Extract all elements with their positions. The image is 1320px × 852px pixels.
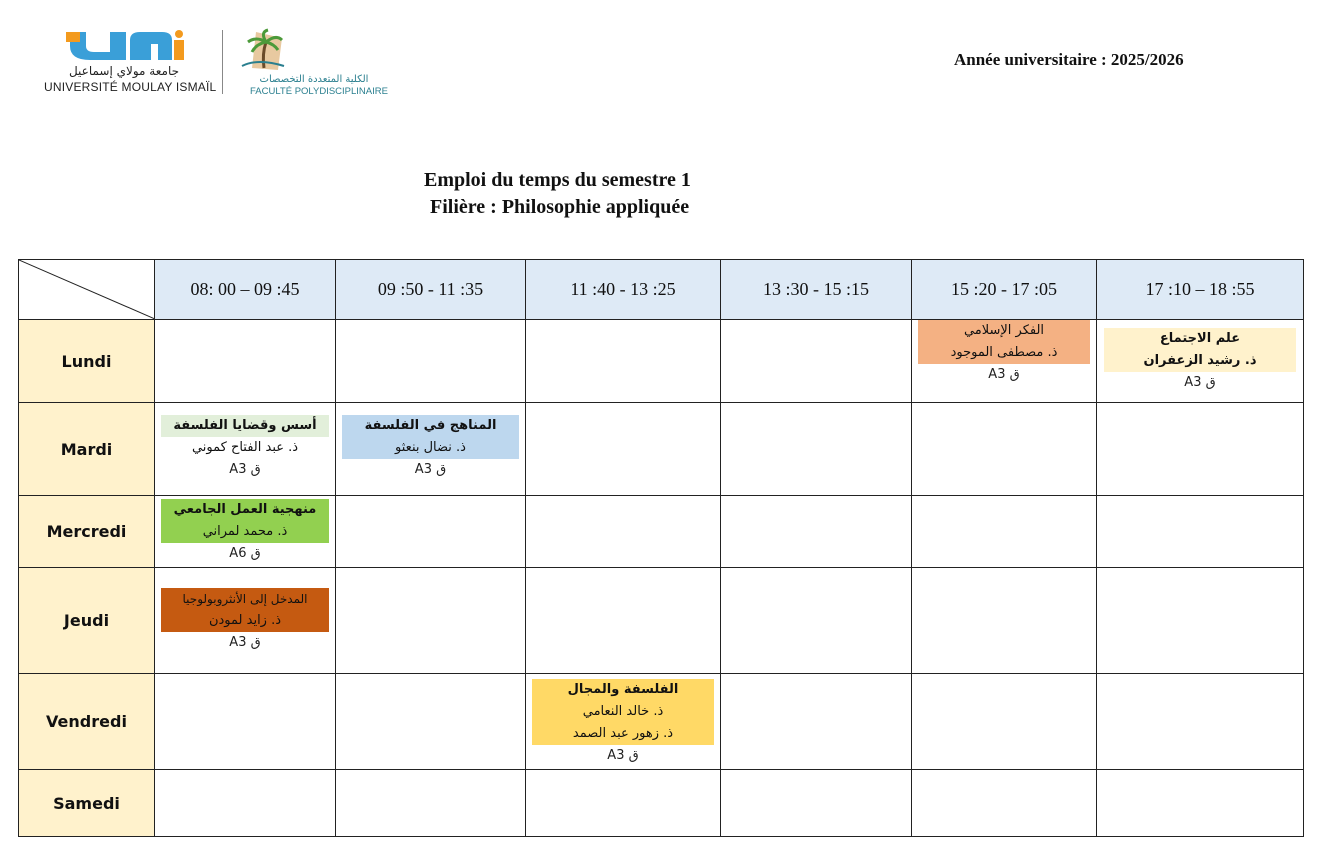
page-title (420, 167, 740, 221)
course-prof-2: ذ. زهور عبد الصمد (572, 726, 674, 741)
course-pensee-islamique (918, 320, 1090, 386)
course-title: علم الاجتماع (1159, 331, 1241, 346)
timetable (18, 259, 1304, 837)
cell-mardi-6 (1097, 403, 1304, 496)
title-semester: Emploi du temps du semestre 1 (424, 169, 691, 191)
course-prof: ذ. رشيد الزعفران (1143, 353, 1257, 368)
course-philosophie-espace (532, 679, 714, 767)
course-title: أسس وقضايا الفلسفة (161, 415, 329, 437)
cell-vendredi-1 (155, 674, 336, 770)
umi-mark-icon (66, 30, 186, 60)
cell-lundi-1 (155, 320, 336, 403)
cell-samedi-3 (526, 770, 721, 837)
cell-mardi-2 (336, 403, 526, 496)
course-prof-1: ذ. خالد النعامي (582, 704, 664, 719)
course-band (342, 415, 519, 459)
cell-vendredi-2 (336, 674, 526, 770)
cell-lundi-5 (912, 320, 1097, 403)
timetable-header-row (19, 260, 1304, 320)
cell-mercredi-2 (336, 496, 526, 568)
cell-samedi-2 (336, 770, 526, 837)
slot-header-4: 13 :30 - 15 :15 (721, 260, 912, 320)
course-title: المناهج في الفلسفة (364, 418, 497, 433)
day-lundi: Lundi (19, 320, 155, 403)
diagonal-line (19, 260, 155, 319)
day-samedi: Samedi (19, 770, 155, 837)
cell-jeudi-4 (721, 568, 912, 674)
course-prof: ذ. زايد لمودن (208, 613, 282, 628)
faculty-name-ar: الكلية المتعددة التخصصات (259, 74, 369, 85)
course-band (1104, 328, 1296, 372)
cell-vendredi-3 (526, 674, 721, 770)
cell-mercredi-5 (912, 496, 1097, 568)
university-name-ar: جامعة مولاي إسماعيل (68, 64, 180, 78)
slot-header-3: 11 :40 - 13 :25 (526, 260, 721, 320)
cell-samedi-6 (1097, 770, 1304, 837)
course-room: ق A3 (1184, 375, 1216, 390)
cell-mardi-5 (912, 403, 1097, 496)
cell-jeudi-6 (1097, 568, 1304, 674)
course-prof: ذ. محمد لمراني (202, 524, 288, 539)
course-room: ق A3 (414, 462, 447, 477)
course-prof: ذ. عبد الفتاح كموني (191, 440, 299, 455)
cell-samedi-1 (155, 770, 336, 837)
course-band (161, 588, 329, 632)
course-methodologie (161, 499, 329, 565)
course-title: منهجية العمل الجامعي (173, 502, 317, 517)
logo-divider (222, 30, 223, 94)
course-band (918, 320, 1090, 364)
day-mercredi: Mercredi (19, 496, 155, 568)
cell-mardi-3 (526, 403, 721, 496)
cell-jeudi-1 (155, 568, 336, 674)
cell-mardi-1 (155, 403, 336, 496)
academic-year: Année universitaire : 2025/2026 (954, 50, 1184, 69)
slot-header-5: 15 :20 - 17 :05 (912, 260, 1097, 320)
course-fondements-philosophie (161, 415, 329, 481)
course-room: ق A3 (229, 635, 261, 650)
faculty-logo (238, 28, 388, 98)
cell-lundi-2 (336, 320, 526, 403)
cell-mercredi-3 (526, 496, 721, 568)
slot-header-1: 08: 00 – 09 :45 (155, 260, 336, 320)
cell-mardi-4 (721, 403, 912, 496)
umi-logo (44, 30, 217, 96)
cell-mercredi-4 (721, 496, 912, 568)
row-mercredi (19, 496, 1304, 568)
course-title: الفكر الإسلامي (963, 323, 1045, 338)
row-jeudi (19, 568, 1304, 674)
palm-tree-icon (238, 28, 288, 72)
university-name-fr: UNIVERSITÉ MOULAY ISMAÏL (44, 80, 217, 94)
cell-lundi-4 (721, 320, 912, 403)
cell-vendredi-5 (912, 674, 1097, 770)
cell-lundi-3 (526, 320, 721, 403)
slot-header-2: 09 :50 - 11 :35 (336, 260, 526, 320)
slot-header-6: 17 :10 – 18 :55 (1097, 260, 1304, 320)
cell-jeudi-2 (336, 568, 526, 674)
row-samedi (19, 770, 1304, 837)
course-prof: ذ. نضال بنعثو (395, 440, 466, 455)
title-filiere: Filière : Philosophie appliquée (430, 196, 690, 218)
cell-mercredi-6 (1097, 496, 1304, 568)
course-band (161, 499, 329, 543)
corner-cell (19, 260, 155, 320)
course-sociologie (1104, 328, 1296, 394)
day-vendredi: Vendredi (19, 674, 155, 770)
course-room: ق A6 (229, 546, 261, 561)
course-room: ق A3 (988, 367, 1020, 382)
cell-samedi-4 (721, 770, 912, 837)
row-lundi (19, 320, 1304, 403)
course-room: ق A3 (229, 462, 261, 477)
course-band (532, 679, 714, 745)
row-mardi (19, 403, 1304, 496)
course-methodes-philosophie (342, 415, 519, 481)
faculty-name-fr: FACULTÉ POLYDISCIPLINAIRE (250, 86, 388, 97)
course-title: المدخل إلى الأنثروبولوجيا (182, 592, 308, 606)
row-vendredi (19, 674, 1304, 770)
cell-jeudi-3 (526, 568, 721, 674)
cell-vendredi-6 (1097, 674, 1304, 770)
cell-mercredi-1 (155, 496, 336, 568)
cell-jeudi-5 (912, 568, 1097, 674)
course-title: الفلسفة والمجال (567, 682, 679, 697)
cell-lundi-6 (1097, 320, 1304, 403)
course-room: ق A3 (607, 748, 639, 763)
cell-samedi-5 (912, 770, 1097, 837)
day-mardi: Mardi (19, 403, 155, 496)
course-prof: ذ. مصطفى الموجود (950, 345, 1058, 360)
cell-vendredi-4 (721, 674, 912, 770)
day-jeudi: Jeudi (19, 568, 155, 674)
course-anthropologie (161, 588, 329, 654)
